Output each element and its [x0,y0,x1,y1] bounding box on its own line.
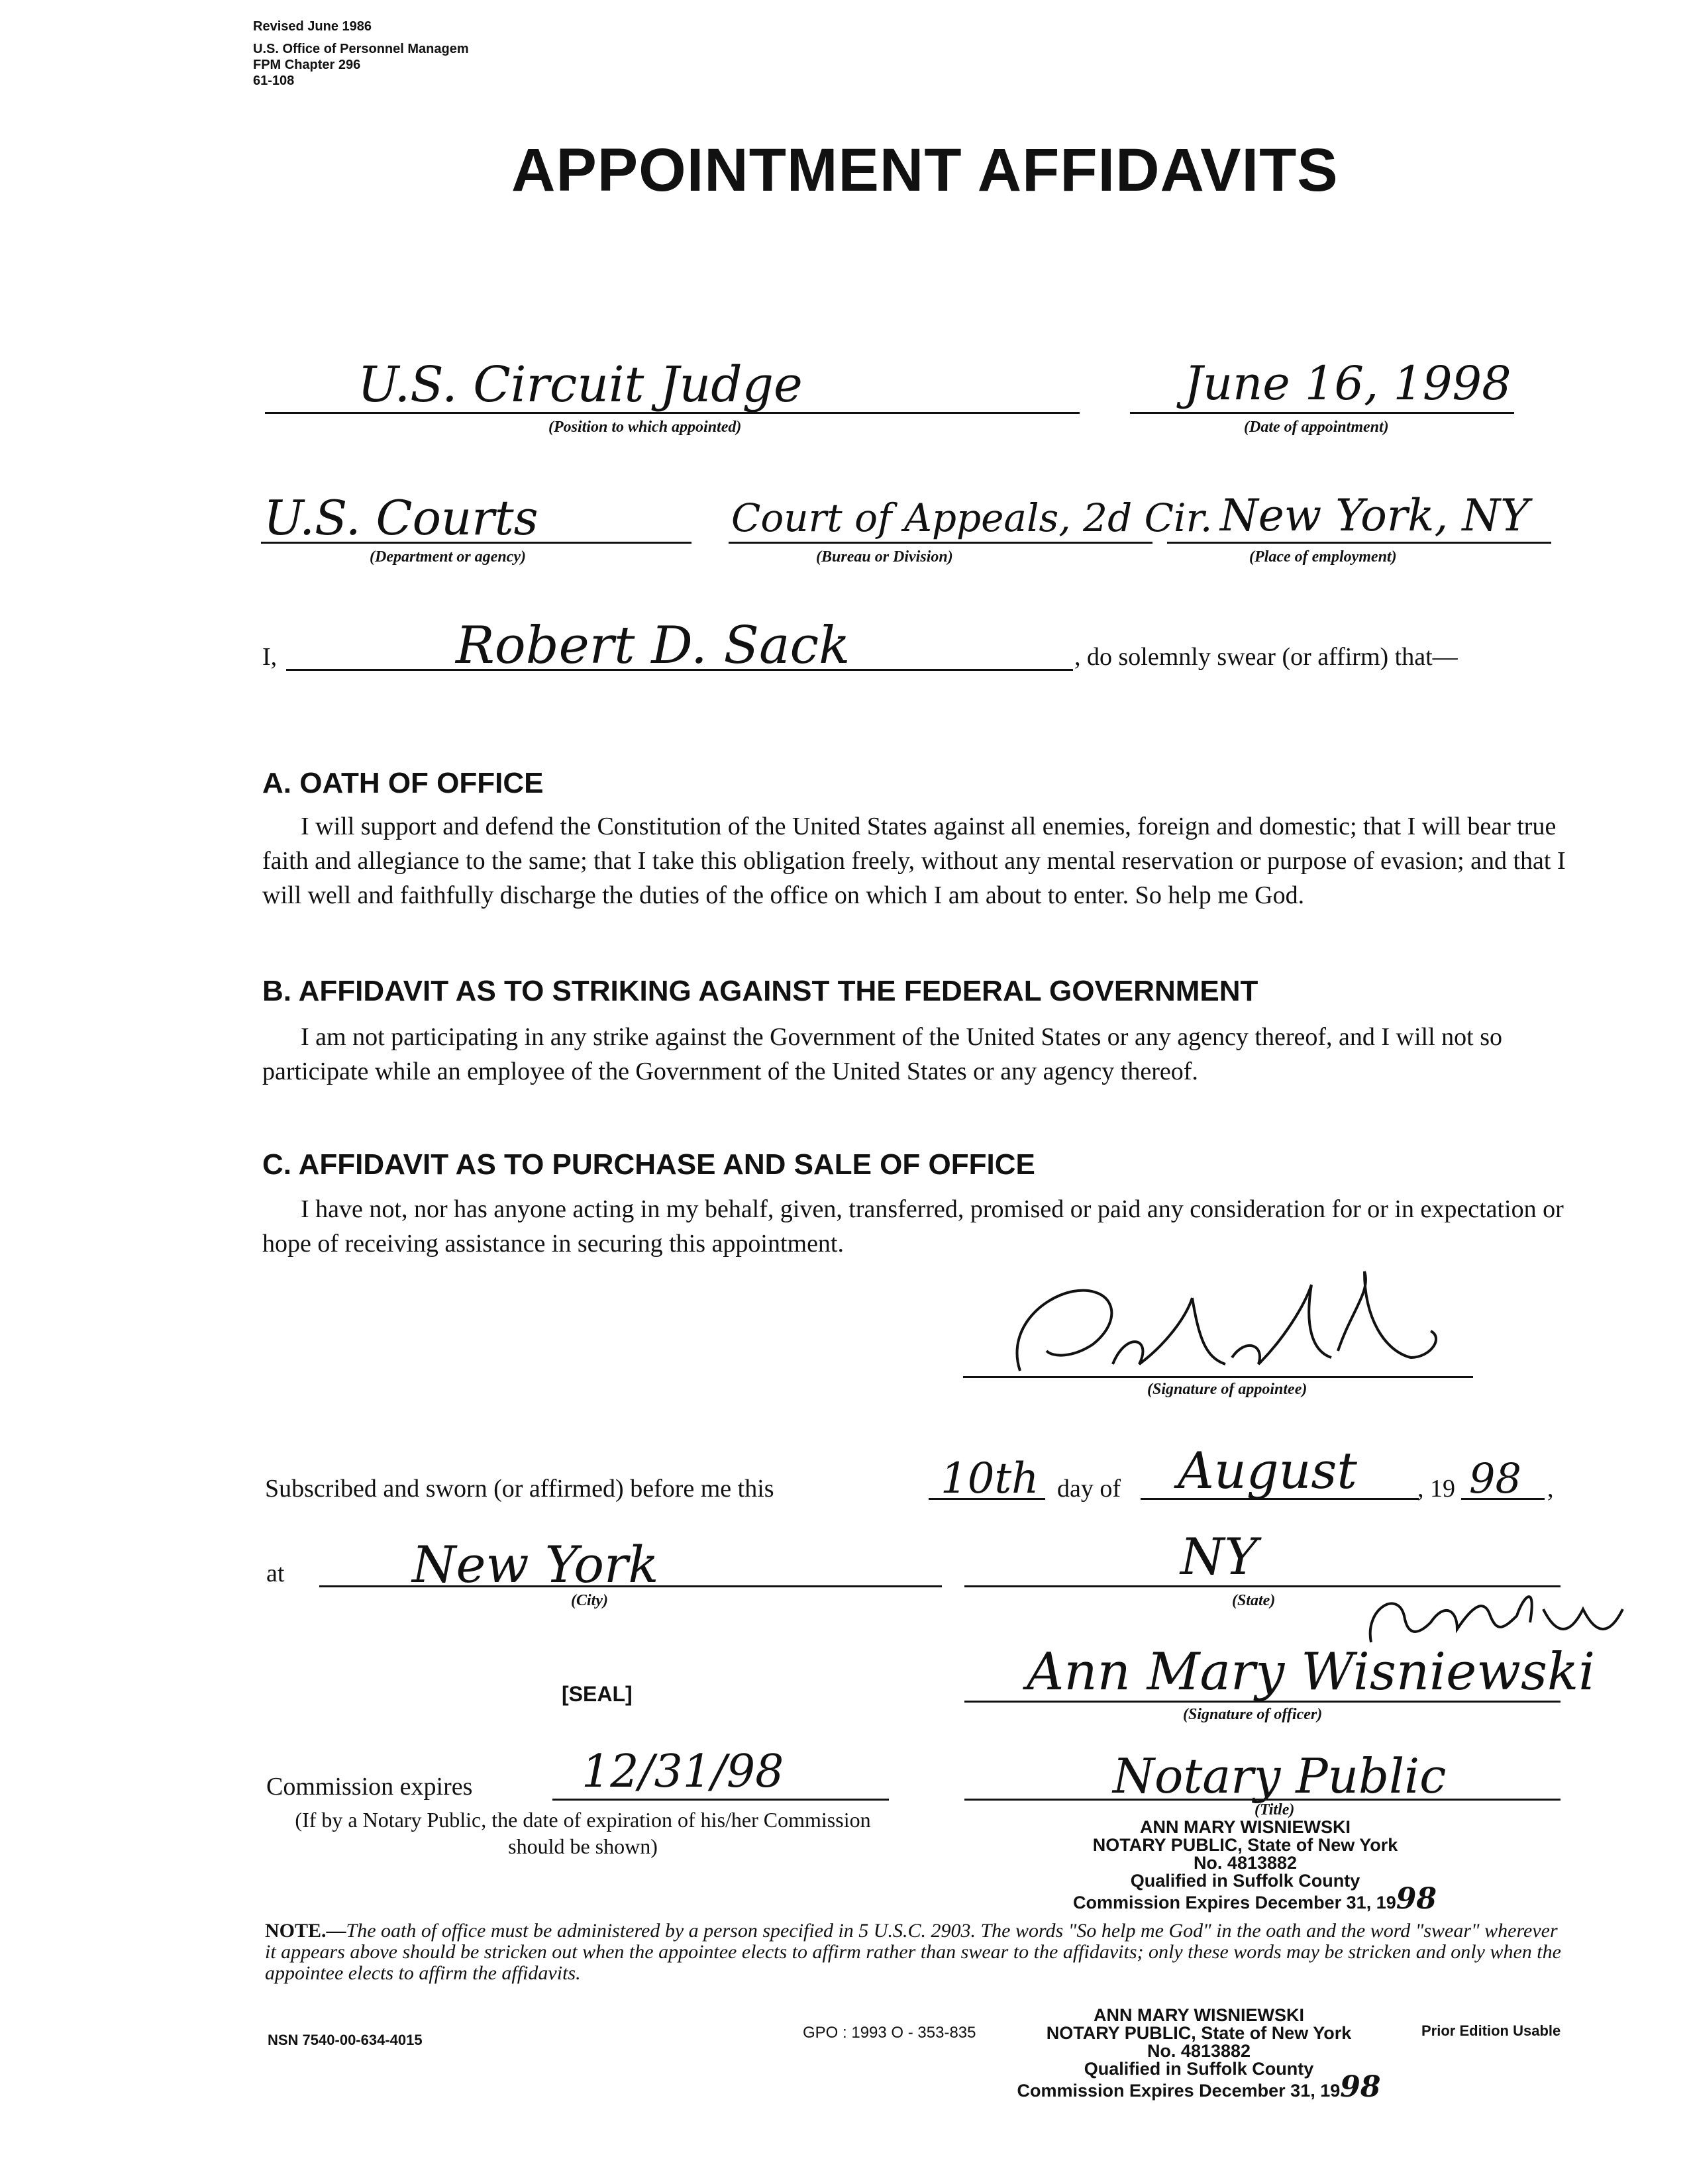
position-value[interactable]: U.S. Circuit Judge [358,356,803,413]
department-caption: (Department or agency) [370,548,526,566]
revised-date: Revised June 1986 [253,19,372,34]
notary-county: Qualified in Suffolk County [1130,1871,1360,1891]
section-b-text: I am not participating in any strike against the Government of the United States or any agency thereof, and I will not so participate while an employee of the Government of the United States or any agency thereof. [262,1023,1502,1085]
prior-edition: Prior Edition Usable [1421,2022,1561,2039]
subscribed-lead: Subscribed and sworn (or affirmed) before me this [265,1475,774,1503]
form-number: 61-108 [253,74,295,88]
at-label: at [266,1560,285,1587]
officer-signature-line [964,1701,1561,1703]
commission-note: (If by a Notary Public, the date of expiration of his/her Commission should be shown) [295,1808,871,1858]
swear-suffix: , do solemnly swear (or affirm) that— [1074,643,1458,671]
city-value[interactable]: New York [412,1535,659,1594]
subscribed-year[interactable]: 98 [1469,1454,1521,1503]
officer-title[interactable]: Notary Public [1113,1748,1447,1804]
place-value[interactable]: New York, NY [1220,490,1529,541]
bureau-caption: (Bureau or Division) [816,548,953,566]
section-b-title: B. AFFIDAVIT AS TO STRIKING AGAINST THE FEDERAL GOVERNMENT [262,975,1258,1007]
notary-state-lower: NOTARY PUBLIC, State of New York [1046,2023,1352,2043]
state-caption: (State) [1232,1592,1276,1609]
place-line [1167,542,1551,544]
commission-label: Commission expires [266,1773,473,1801]
note-label: NOTE.— [265,1920,346,1942]
date-value[interactable]: June 16, 1998 [1184,356,1511,411]
year-comma: , [1547,1475,1554,1503]
department-line [261,542,691,544]
subscribed-month[interactable]: August [1178,1441,1357,1500]
notary-stamp-lower [1013,2005,1384,2104]
name-line [286,669,1073,671]
agency-name: U.S. Office of Personnel Managem [253,42,469,56]
city-caption: (City) [571,1592,608,1609]
seal-label: [SEAL] [562,1682,633,1706]
subscribed-day[interactable]: 10th [941,1454,1039,1503]
appointee-signature-line [963,1376,1473,1378]
position-caption: (Position to which appointed) [548,419,742,436]
officer-signature[interactable]: Ann Mary Wisniewski [1027,1642,1596,1702]
city-line [319,1585,942,1587]
officer-signature-caption: (Signature of officer) [1183,1706,1323,1723]
page-title: APPOINTMENT AFFIDAVITS [511,136,1339,204]
section-a-text: I will support and defend the Constitution of the United States against all enemies, foreign and domestic; that I will bear true faith and allegiance to the same; that I take this obligation freely, without any mental reservation or purpose of evasion; and that I will well and faithfully discharge the duties of the office on which I am about to enter. So help me God. [262,813,1566,909]
notary-name-lower: ANN MARY WISNIEWSKI [1093,2005,1304,2025]
section-a-title: A. OATH OF OFFICE [262,767,544,799]
day-line [929,1498,1045,1500]
state-value[interactable]: NY [1180,1527,1258,1586]
commission-date[interactable]: 12/31/98 [582,1746,784,1798]
form-header [253,19,469,89]
day-of-label: day of [1057,1475,1121,1503]
notary-expires: Commission Expires December 31, 1998 [1073,1882,1437,1916]
section-c-title: C. AFFIDAVIT AS TO PURCHASE AND SALE OF OFFICE [262,1148,1035,1181]
month-line [1141,1498,1419,1500]
title-line [964,1799,1561,1801]
place-caption: (Place of employment) [1249,548,1397,566]
bureau-line [729,542,1152,544]
notary-stamp-upper [1073,1817,1437,1916]
year-prefix: , 19 [1417,1475,1455,1503]
fpm-chapter: FPM Chapter 296 [253,58,361,72]
date-caption: (Date of appointment) [1244,419,1389,436]
notary-name: ANN MARY WISNIEWSKI [1139,1817,1351,1837]
appointee-name[interactable]: Robert D. Sack [456,616,850,675]
title-caption: (Title) [1254,1801,1295,1818]
department-value[interactable]: U.S. Courts [264,490,538,546]
year-line [1461,1498,1545,1500]
section-c-text: I have not, nor has anyone acting in my behalf, given, transferred, promised or paid any consideration for or in expectation or hope of receiving assistance in securing this appointment. [262,1195,1564,1258]
gpo-number: GPO : 1993 O - 353-835 [803,2024,976,2042]
notary-expires-lower: Commission Expires December 31, 1998 [1017,2070,1381,2104]
commission-line [552,1799,889,1801]
note-text: The oath of office must be administered by a person specified in 5 U.S.C. 2903. The words "So help me God" in the oath and the word "swear" wherever it appears above should be stricken out when the appointee elects to affirm rather than swear to the affidavits; only these words may be stricken and only when the appointee elects to affirm the affidavits. [265,1920,1561,1984]
notary-number: No. 4813882 [1193,1853,1298,1873]
date-line [1130,412,1514,414]
nsn-number: NSN 7540-00-634-4015 [268,2032,423,2048]
note-block [265,1920,1563,1984]
notary-county-lower: Qualified in Suffolk County [1084,2059,1314,2079]
position-line [265,412,1080,414]
notary-state: NOTARY PUBLIC, State of New York [1092,1835,1398,1855]
swear-prefix: I, [262,643,278,671]
notary-number-lower: No. 4813882 [1147,2041,1251,2061]
bureau-value[interactable]: Court of Appeals, 2d Cir. [731,495,1213,540]
appointee-signature-caption: (Signature of appointee) [1147,1381,1307,1398]
